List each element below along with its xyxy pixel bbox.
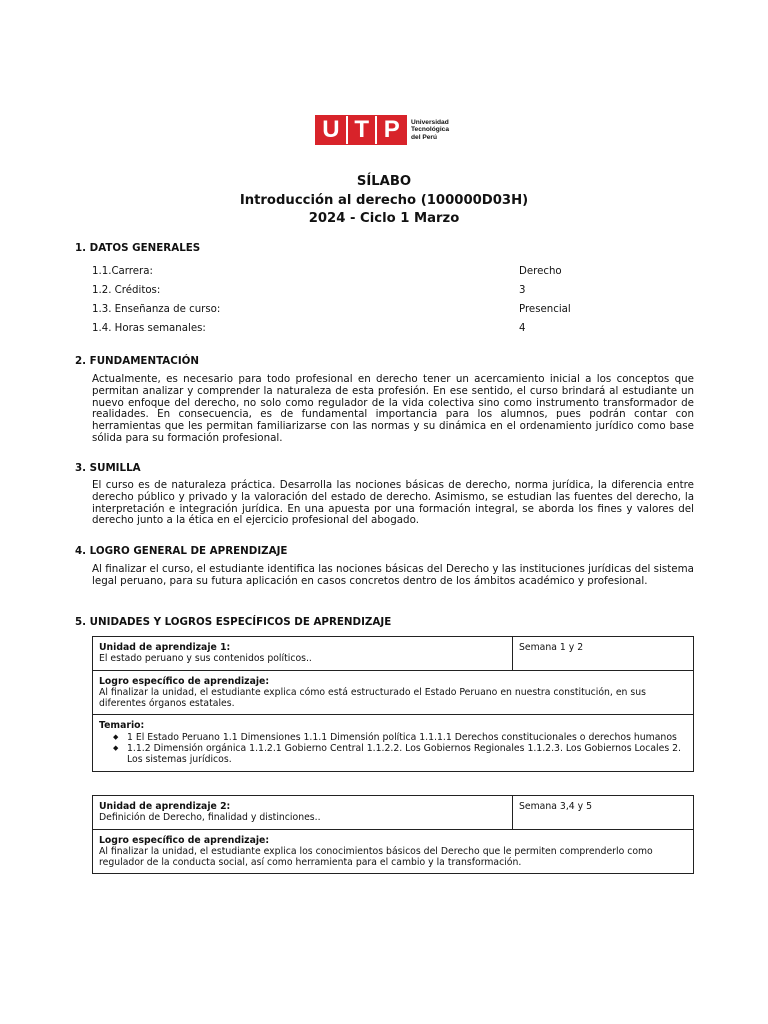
title-course: Introducción al derecho (100000D03H) [239, 192, 529, 208]
unit-2-table [92, 795, 694, 874]
unit-1-table [92, 636, 694, 772]
ensenanza-value: Presencial [519, 304, 571, 315]
utp-logo-mark [315, 115, 407, 145]
list-item: ◆ 1.1.2 Dimensión orgánica 1.1.2.1 Gobierno Central 1.1.2.2. Los Gobiernos Regionales 1.1.2.3. Los Gobiernos Locales 2. Los sistemas jurídicos. [127, 743, 687, 766]
unit-2-logro-text: Al finalizar la unidad, el estudiante explica los conocimientos básicos del Derecho que le permiten comprenderlo como regulador de la conducta social, así como herramienta para el cambio y la transformación. [99, 845, 653, 869]
unit-1-label: Unidad de aprendizaje 1: [99, 642, 231, 653]
creditos-value: 3 [519, 285, 526, 296]
unit-1-logro-cell [93, 670, 694, 715]
title-cycle: 2024 - Ciclo 1 Marzo [308, 211, 460, 226]
title-silabo: SÍLABO [356, 174, 412, 189]
unit-1-temario-cell [93, 715, 694, 771]
logro-general-text: Al finalizar el curso, el estudiante identifica las nociones básicas del Derecho y las instituciones jurídicas del sistema legal peruano, para su futura aplicación en casos concretos dentro de los ámbitos académico y profesional. [92, 563, 694, 587]
section-1-heading: 1. DATOS GENERALES [75, 242, 201, 254]
sumilla-text: El curso es de naturaleza práctica. Desarrolla las nociones básicas de derecho, norma jurídica, la diferencia entre derecho público y privado y la valoración del estado de derecho. Asimismo, se estudian las fuentes del derecho, la interpretación e integración jurídica. En una apuesta por una formación integral, se aborda los fines y valores del derecho junto a la ética en el ejercicio profesional del abogado. [92, 479, 694, 527]
creditos-label: 1.2. Créditos: [92, 285, 161, 296]
horas-value: 4 [519, 323, 526, 334]
unit-1-cell [93, 637, 513, 671]
unit-2-logro-label: Logro específico de aprendizaje: [99, 834, 270, 846]
carrera-label: 1.1.Carrera: [92, 266, 153, 277]
section-4-heading: 4. LOGRO GENERAL DE APRENDIZAJE [75, 545, 288, 557]
unit-1-weeks: Semana 1 y 2 [513, 637, 694, 671]
carrera-value: Derecho [519, 266, 562, 277]
utp-logo [315, 115, 449, 145]
logo-letter-t: T [354, 116, 369, 143]
unit-2-label: Unidad de aprendizaje 2: [99, 801, 231, 812]
logo-letter-p: P [383, 116, 400, 143]
ensenanza-label: 1.3. Enseñanza de curso: [92, 304, 221, 315]
unit-1-logro-text: Al finalizar la unidad, el estudiante explica cómo está estructurado el Estado Peruano en nuestra constitución, en sus diferentes órganos estatales. [99, 686, 646, 710]
logo-letter-u: U [322, 116, 340, 143]
fundamentacion-text: Actualmente, es necesario para todo profesional en derecho tener un acercamiento inicial a los conceptos que permitan analizar y comprender la naturaleza de esta profesión. En ese sentido, el curso brindará al estudiante un nuevo enfoque del derecho, no solo como regulador de la vida colectiva sino como instrumento transformador de realidades. En consecuencia, es de fundamental importancia para los alumnos, pues podrán contar con herramientas que les permitan familiarizarse con las normas y su dinámica en el ordenamiento jurídico como base sólida para su formación profesional. [92, 373, 694, 444]
unit-1-temario-label: Temario: [99, 720, 145, 732]
utp-logo-text: Universidad Tecnológica del Perú [411, 118, 449, 141]
unit-2-cell [93, 796, 513, 830]
unit-1-name: El estado peruano y sus contenidos políticos.. [99, 653, 312, 665]
unit-2-logro-cell [93, 829, 694, 874]
section-2-heading: 2. FUNDAMENTACIÓN [75, 355, 200, 367]
unit-1-temario-list [99, 732, 687, 766]
section-3-heading: 3. SUMILLA [75, 462, 141, 474]
list-item: ◆ 1 El Estado Peruano 1.1 Dimensiones 1.1.1 Dimensión política 1.1.1.1 Derechos constitucionales o derechos humanos [127, 732, 687, 743]
unit-2-name: Definición de Derecho, finalidad y distinciones.. [99, 812, 321, 824]
horas-label: 1.4. Horas semanales: [92, 323, 206, 334]
unit-2-weeks: Semana 3,4 y 5 [513, 796, 694, 830]
section-5-heading: 5. UNIDADES Y LOGROS ESPECÍFICOS DE APRENDIZAJE [75, 616, 392, 628]
document-title [0, 173, 768, 229]
unit-1-logro-label: Logro específico de aprendizaje: [99, 675, 270, 687]
